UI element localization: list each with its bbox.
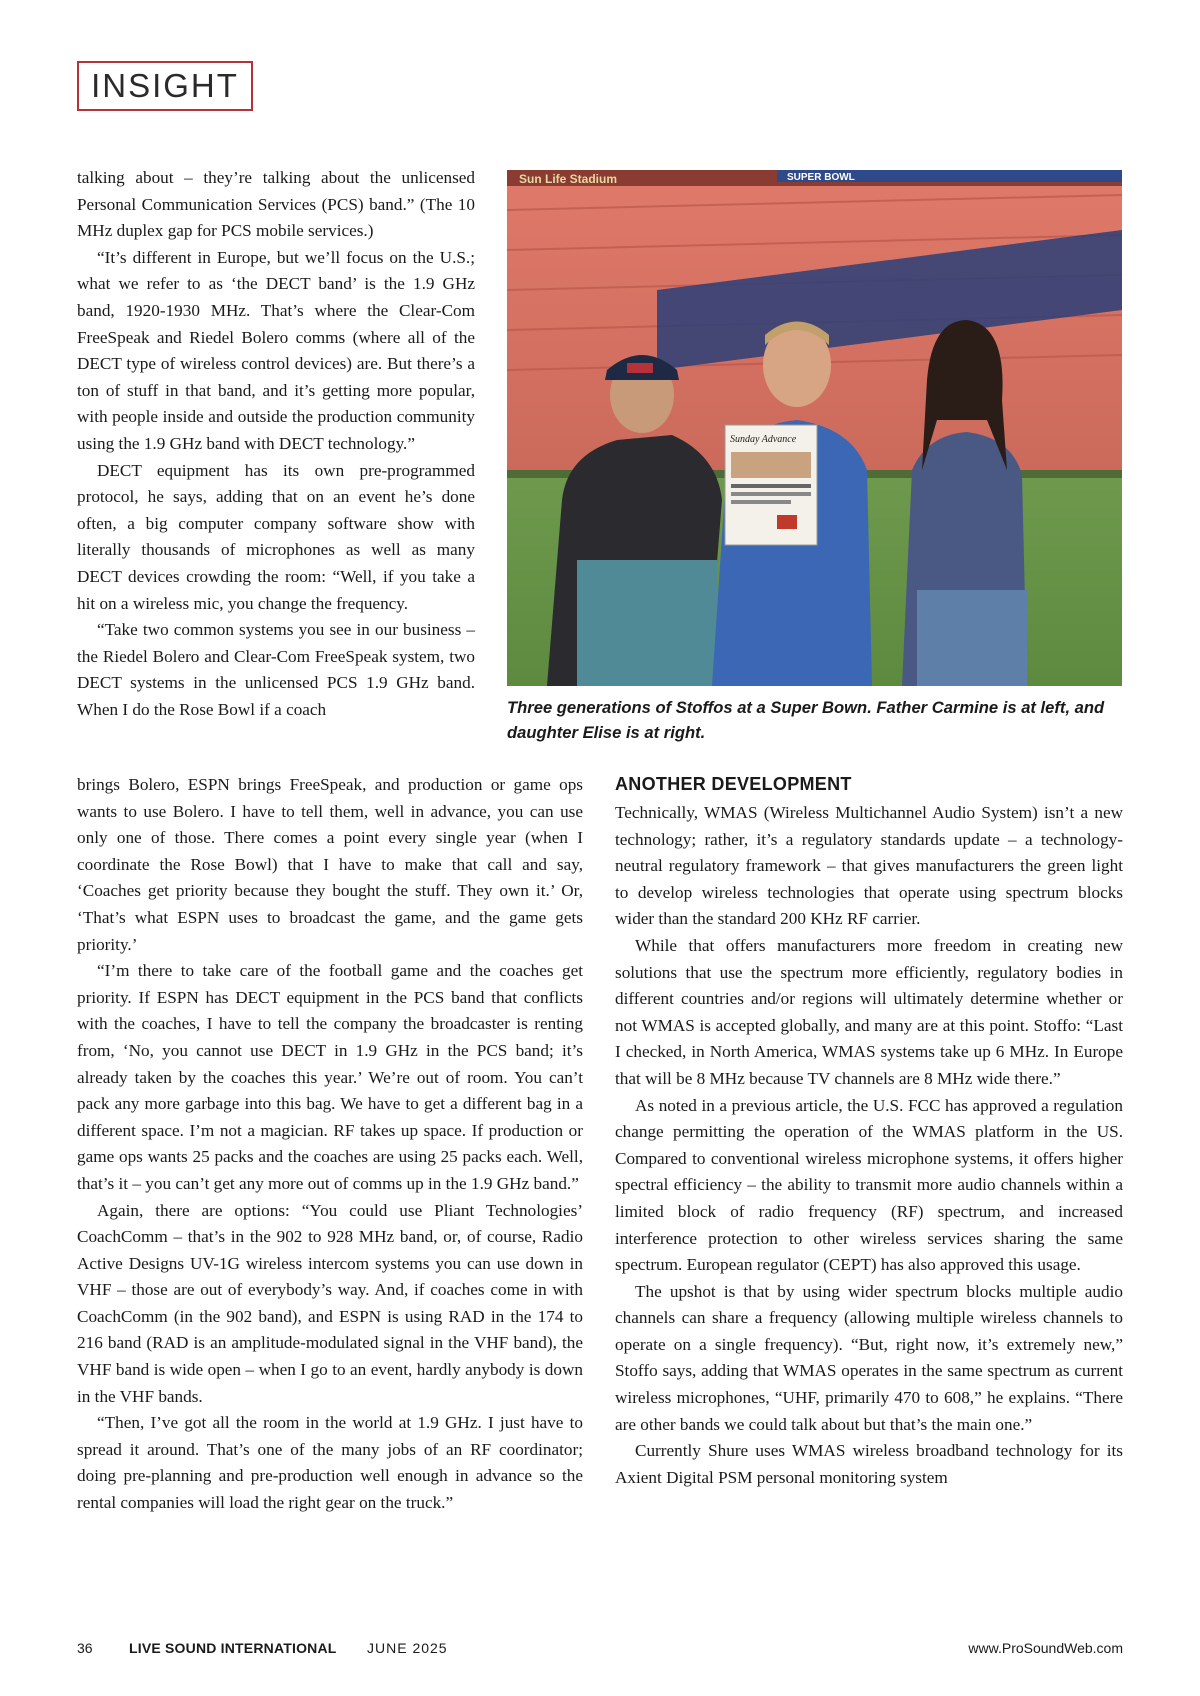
issue-date: JUNE 2025: [367, 1640, 448, 1656]
paragraph: “Take two common systems you see in our business – the Riedel Bolero and Clear-Com FreeSpeak system, two DECT systems in the unlicensed PCS 1.9 GHz band. When I do the Rose Bowl if a coach: [77, 620, 475, 719]
photo-caption: Three generations of Stoffos at a Super Bown. Father Carmine is at left, and daughter Elise is at right.: [507, 698, 1105, 742]
left-column-bottom: [77, 772, 583, 1517]
paragraph: Again, there are options: “You could use Pliant Technologies’ CoachComm – that’s in the 902 to 928 MHz band, or, of course, Radio Active Designs UV-1G wireless intercom systems you can use down in VHF – those are out of everybody’s way. And, if coaches come in with CoachComm (in the 902 band), and ESPN is using RAD in the 174 to 216 band (RAD is an amplitude-modulated signal in the VHF band), the VHF band is wide open – when I go to an event, hardly anybody is down in the VHF bands.: [77, 1200, 583, 1406]
paragraph: “It’s different in Europe, but we’ll focus on the U.S.; what we refer to as ‘the DECT band’ is the 1.9 GHz band, 1920-1930 MHz. That’s where the Clear-Com FreeSpeak and Riedel Bolero comms (where all of the DECT type of wireless control devices) are. But there’s a ton of stuff in that band, and it’s getting more popular, with people inside and outside the production community using the 1.9 GHz band with DECT technology.”: [77, 247, 475, 453]
paragraph: “Then, I’ve got all the room in the world at 1.9 GHz. I just have to spread it around. That’s one of the many jobs of an RF coordinator; doing pre-planning and pre-production well enough in advance so the rental companies will load the right gear on the truck.”: [77, 1413, 583, 1513]
magazine-name: LIVE SOUND INTERNATIONAL: [129, 1640, 337, 1656]
section-subhead: ANOTHER DEVELOPMENT: [615, 774, 852, 794]
paragraph: talking about – they’re talking about the unlicensed Personal Communication Services (PCS) band.” (The 10 MHz duplex gap for PCS mobile services.): [77, 168, 475, 241]
paragraph: Currently Shure uses WMAS wireless broadband technology for its Axient Digital PSM personal monitoring system: [615, 1441, 1123, 1487]
paragraph: Technically, WMAS (Wireless Multichannel Audio System) isn’t a new technology; rather, it’s a regulatory standards update – a technology-neutral regulatory framework – that gives manufacturers the green light to develop wireless technologies that operate using spectrum blocks wider than the standard 200 KHz RF carrier.: [615, 803, 1123, 929]
website-link[interactable]: www.ProSoundWeb.com: [968, 1640, 1123, 1656]
paragraph: brings Bolero, ESPN brings FreeSpeak, and production or game ops wants to use Bolero. I have to tell them, well in advance, you can use only one of those. There comes a point every single year (when I coordinate the Rose Bowl) that I have to make that call and say, ‘Coaches get priority because they bought the stuff. They own it.’ Or, ‘That’s what ESPN uses to broadcast the game, and the game gets priority.’: [77, 775, 583, 954]
section-tag: INSIGHT: [77, 61, 253, 111]
banner-text: SUPER BOWL: [787, 172, 855, 183]
page-footer: [77, 1640, 1123, 1662]
newspaper-name: Sunday Advance: [730, 434, 797, 445]
paragraph: As noted in a previous article, the U.S. FCC has approved a regulation change permitting the operation of the WMAS platform in the US. Compared to conventional wireless microphone systems, it offers higher spectral efficiency – the ability to transmit more audio channels within a limited block of radio frequency (RF) spectrum, and increased interference protection to other wireless services sharing the same spectrum. European regulator (CEPT) has also approved this usage.: [615, 1095, 1123, 1275]
paragraph: DECT equipment has its own pre-programmed protocol, he says, adding that on an event he’s done often, a big computer company software show with literally thousands of microphones as well as many DECT devices crowding the room: “Well, if you take a hit on a wireless mic, you change the frequency.: [77, 460, 475, 613]
paragraph: “I’m there to take care of the football game and the coaches get priority. If ESPN has DECT equipment in the PCS band that conflicts with the coaches, I have to tell the company the broadcaster is renting from, ‘No, you cannot use DECT in 1.9 GHz in the PCS band; it’s already taken by the coaches this year.’ We’re out of room. You can’t pack any more garbage into this bag. We have to get a different bag in a different space. I’m not a magician. RF takes up space. If production or game ops wants 25 packs and the coaches are using 25 packs each. Well, that’s it – you can’t get any more out of comms up in the 1.9 GHz band.”: [77, 961, 583, 1193]
page-number: 36: [77, 1640, 93, 1656]
paragraph: The upshot is that by using wider spectrum blocks multiple audio channels can share a frequency (allowing multiple wireless channels to operate on a single frequency). “But, right now, it’s extremely new,” Stoffo says, adding that WMAS operates in the same spectrum as current wireless microphones, “UHF, primarily 470 to 608,” he explains. “There are other bands we could talk about but that’s the main one.”: [615, 1281, 1123, 1434]
stadium-photo: [507, 170, 1122, 686]
stadium-sign: Sun Life Stadium: [519, 172, 618, 186]
left-column-top: [77, 165, 475, 723]
newspaper: [725, 425, 817, 545]
right-column: [615, 800, 1123, 1491]
paragraph: While that offers manufacturers more freedom in creating new solutions that use the spectrum more efficiently, regulatory bodies in different countries and/or regions will ultimately determine whether or not WMAS is accepted globally, and many are at this point. Stoffo: “Last I checked, in North America, WMAS systems take up 6 MHz. In Europe that will be 8 MHz because TV channels are 8 MHz wide there.”: [615, 935, 1123, 1088]
